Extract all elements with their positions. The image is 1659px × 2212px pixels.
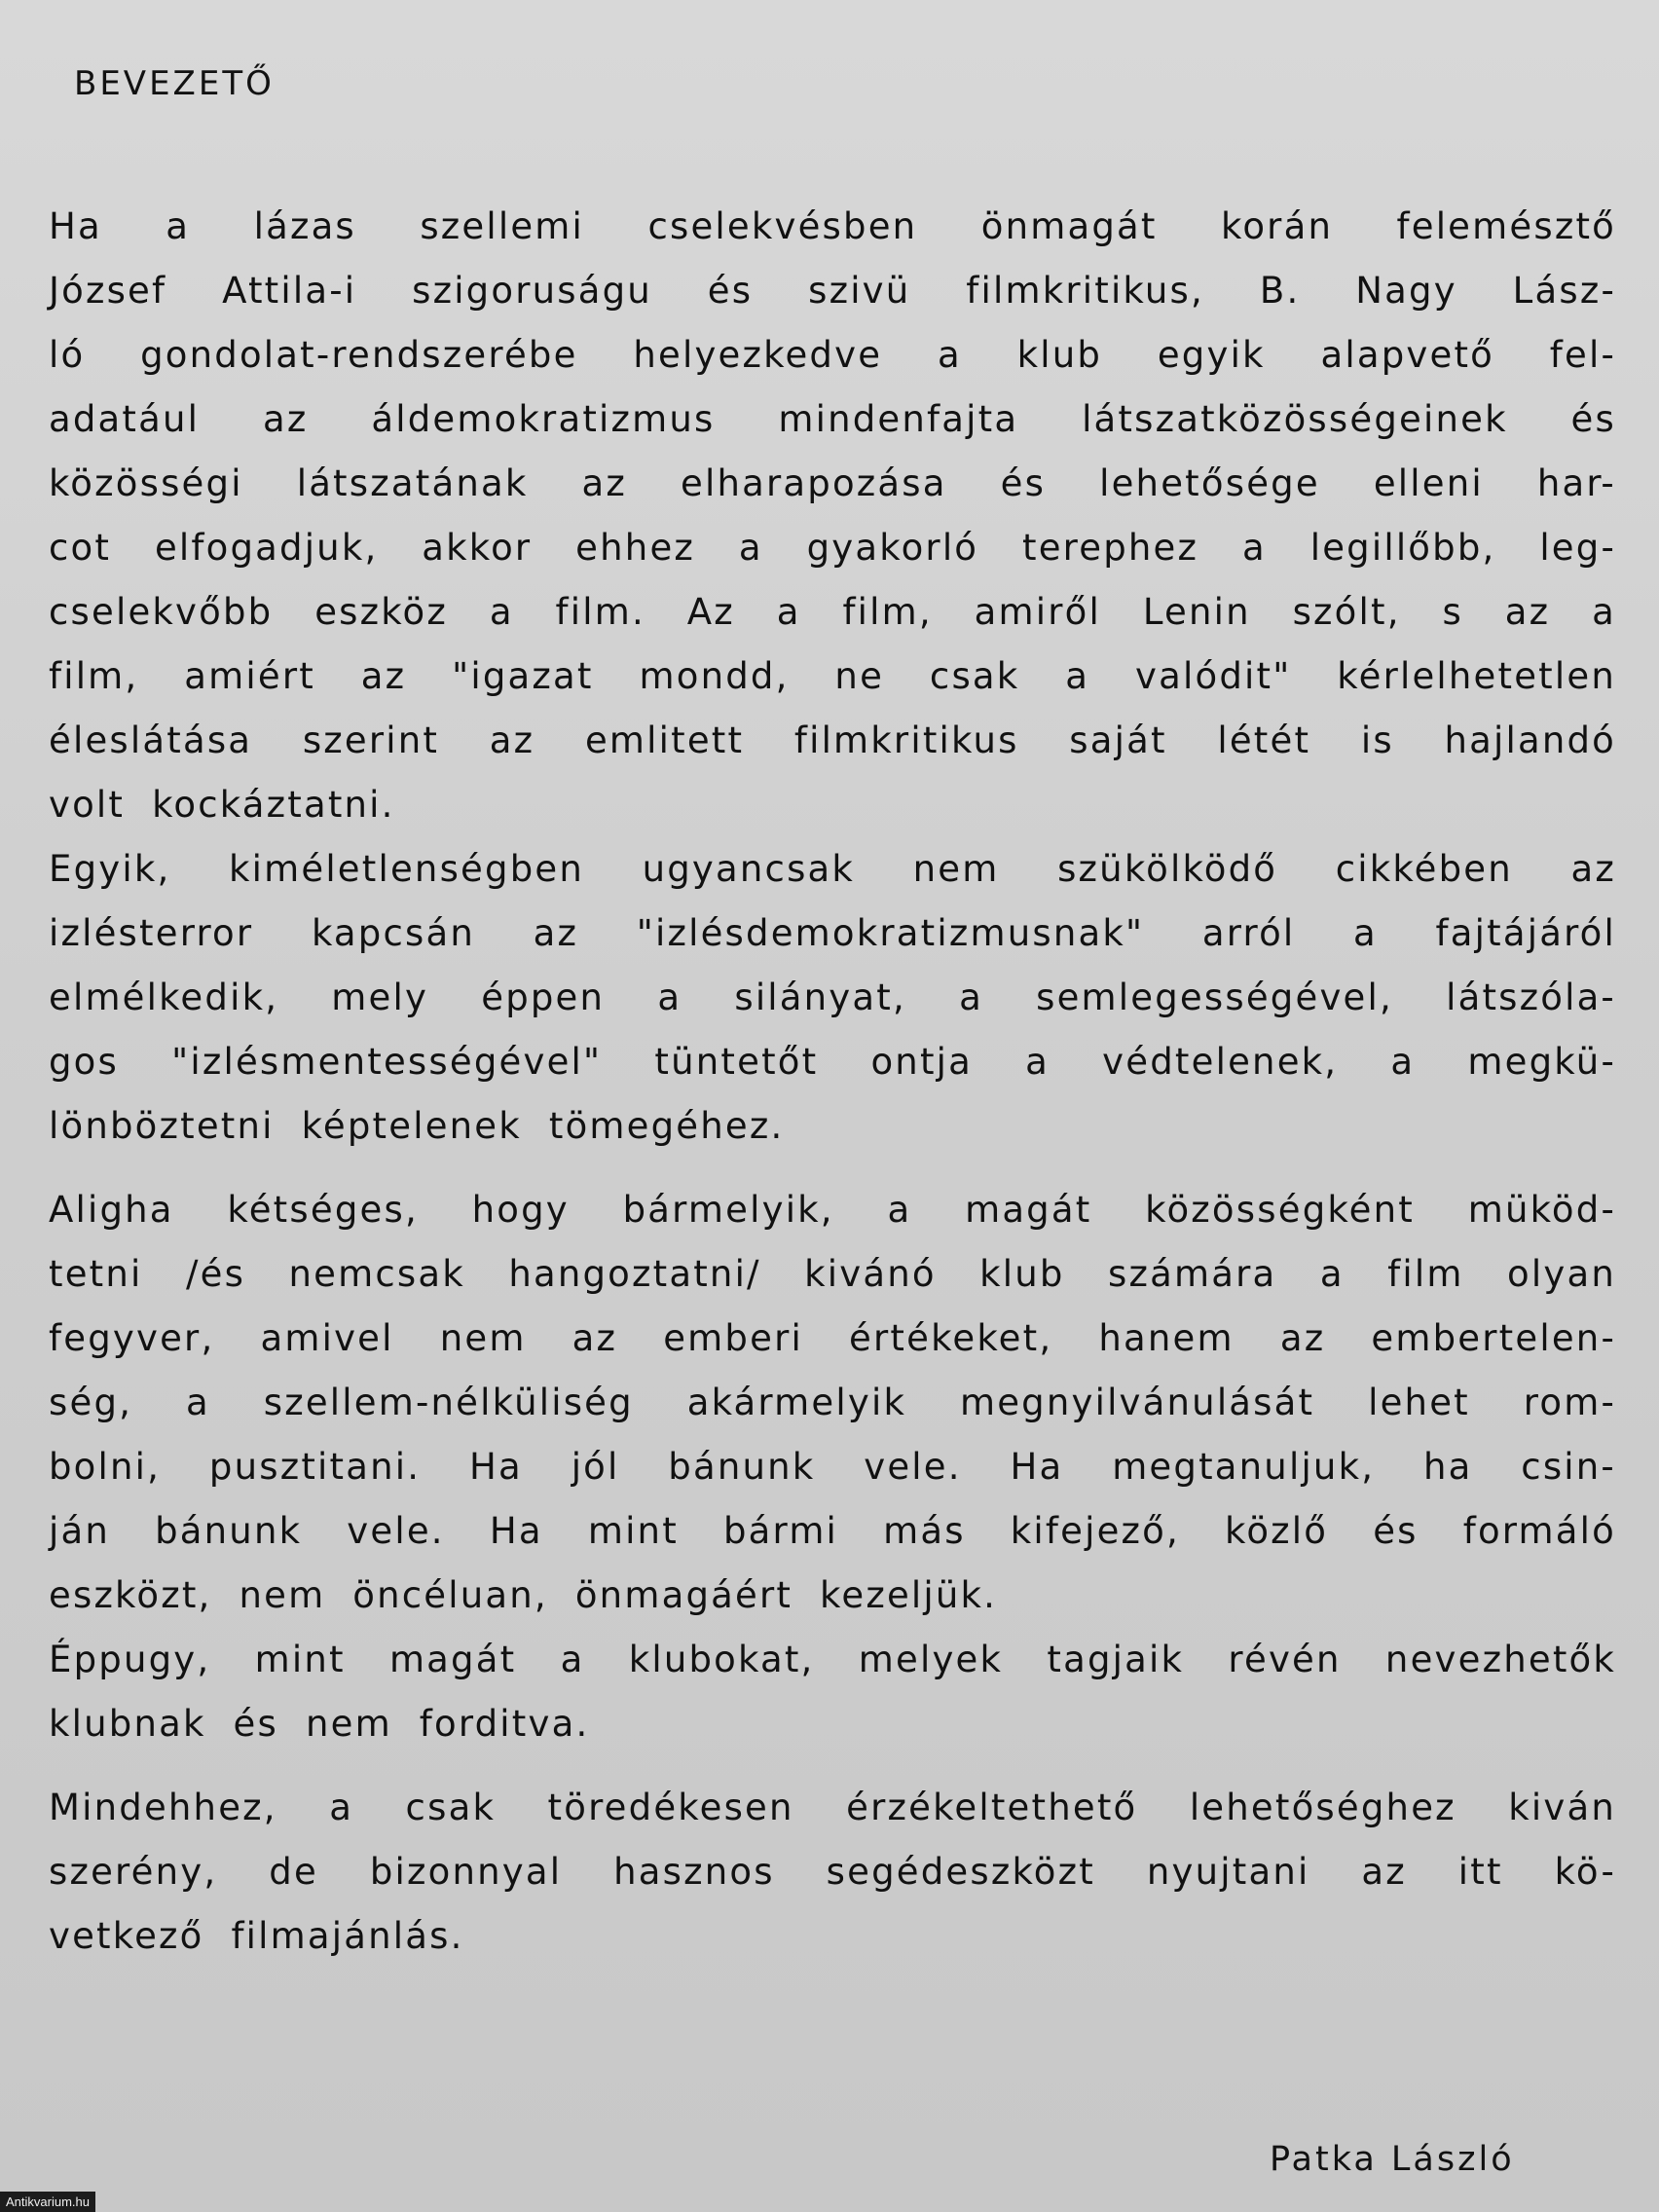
text-line: cot elfogadjuk, akkor ehhez a gyakorló terephez a legillőbb, leg- xyxy=(49,527,1616,569)
text-line: szerény, de bizonnyal hasznos segédeszközt nyujtani az itt kö- xyxy=(49,1851,1616,1893)
paragraph-gap xyxy=(49,1756,1616,1776)
text-line: Mindehhez, a csak töredékesen érzékeltethető lehetőséghez kiván xyxy=(49,1787,1616,1828)
text-line: cselekvőbb eszköz a film. Az a film, amiről Lenin szólt, s az a xyxy=(49,591,1616,633)
text-line: film, amiért az "igazat mondd, ne csak a valódit" kérlelhetetlen xyxy=(49,655,1616,697)
document-body xyxy=(49,195,1616,1969)
text-line: Ha a lázas szellemi cselekvésben önmagát korán felemésztő xyxy=(49,205,1616,247)
text-line: tetni /és nemcsak hangoztatni/ kivánó klub számára a film olyan xyxy=(49,1253,1616,1295)
text-line: izlésterror kapcsán az "izlésdemokratizmusnak" arról a fajtájáról xyxy=(49,912,1616,954)
text-line: adatául az áldemokratizmus mindenfajta látszatközösségeinek és xyxy=(49,398,1616,440)
text-line: Aligha kétséges, hogy bármelyik, a magát közösségként müköd- xyxy=(49,1189,1616,1231)
text-line: klubnak és nem forditva. xyxy=(49,1703,590,1745)
author-signature: Patka László xyxy=(1270,2140,1515,2179)
text-line: fegyver, amivel nem az emberi értékeket, hanem az embertelen- xyxy=(49,1317,1616,1359)
text-line: bolni, pusztitani. Ha jól bánunk vele. Ha megtanuljuk, ha csin- xyxy=(49,1446,1616,1488)
text-line: elmélkedik, mely éppen a silányat, a semlegességével, látszóla- xyxy=(49,977,1616,1018)
text-line: közösségi látszatának az elharapozása és lehetősége elleni har- xyxy=(49,462,1616,504)
text-line: vetkező filmajánlás. xyxy=(49,1915,464,1957)
paragraph-5 xyxy=(49,1776,1616,1969)
text-line: ló gondolat-rendszerébe helyezkedve a klub egyik alapvető fel- xyxy=(49,334,1616,376)
text-line: lönböztetni képtelenek tömegéhez. xyxy=(49,1105,785,1147)
text-line: Egyik, kiméletlenségben ugyancsak nem szükölködő cikkében az xyxy=(49,848,1616,890)
text-line: Éppugy, mint magát a klubokat, melyek tagjaik révén nevezhetők xyxy=(49,1639,1616,1680)
text-line: ség, a szellem-nélküliség akármelyik megnyilvánulását lehet rom- xyxy=(49,1382,1616,1423)
text-line: József Attila-i szigoruságu és szivü filmkritikus, B. Nagy Lász- xyxy=(49,270,1616,312)
paragraph-1 xyxy=(49,195,1616,837)
watermark-label: Antikvarium.hu xyxy=(0,2192,95,2212)
paragraph-4 xyxy=(49,1628,1616,1756)
text-line: ján bánunk vele. Ha mint bármi más kifejező, közlő és formáló xyxy=(49,1510,1616,1552)
text-line: volt kockáztatni. xyxy=(49,784,395,826)
text-line: éleslátása szerint az emlitett filmkritikus saját létét is hajlandó xyxy=(49,719,1616,761)
paragraph-3 xyxy=(49,1178,1616,1628)
document-title: BEVEZETŐ xyxy=(74,64,275,103)
text-line: gos "izlésmentességével" tüntetőt ontja a védtelenek, a megkü- xyxy=(49,1041,1616,1083)
text-line: eszközt, nem öncéluan, önmagáért kezeljük. xyxy=(49,1574,998,1616)
paragraph-2 xyxy=(49,837,1616,1159)
paragraph-gap xyxy=(49,1159,1616,1178)
